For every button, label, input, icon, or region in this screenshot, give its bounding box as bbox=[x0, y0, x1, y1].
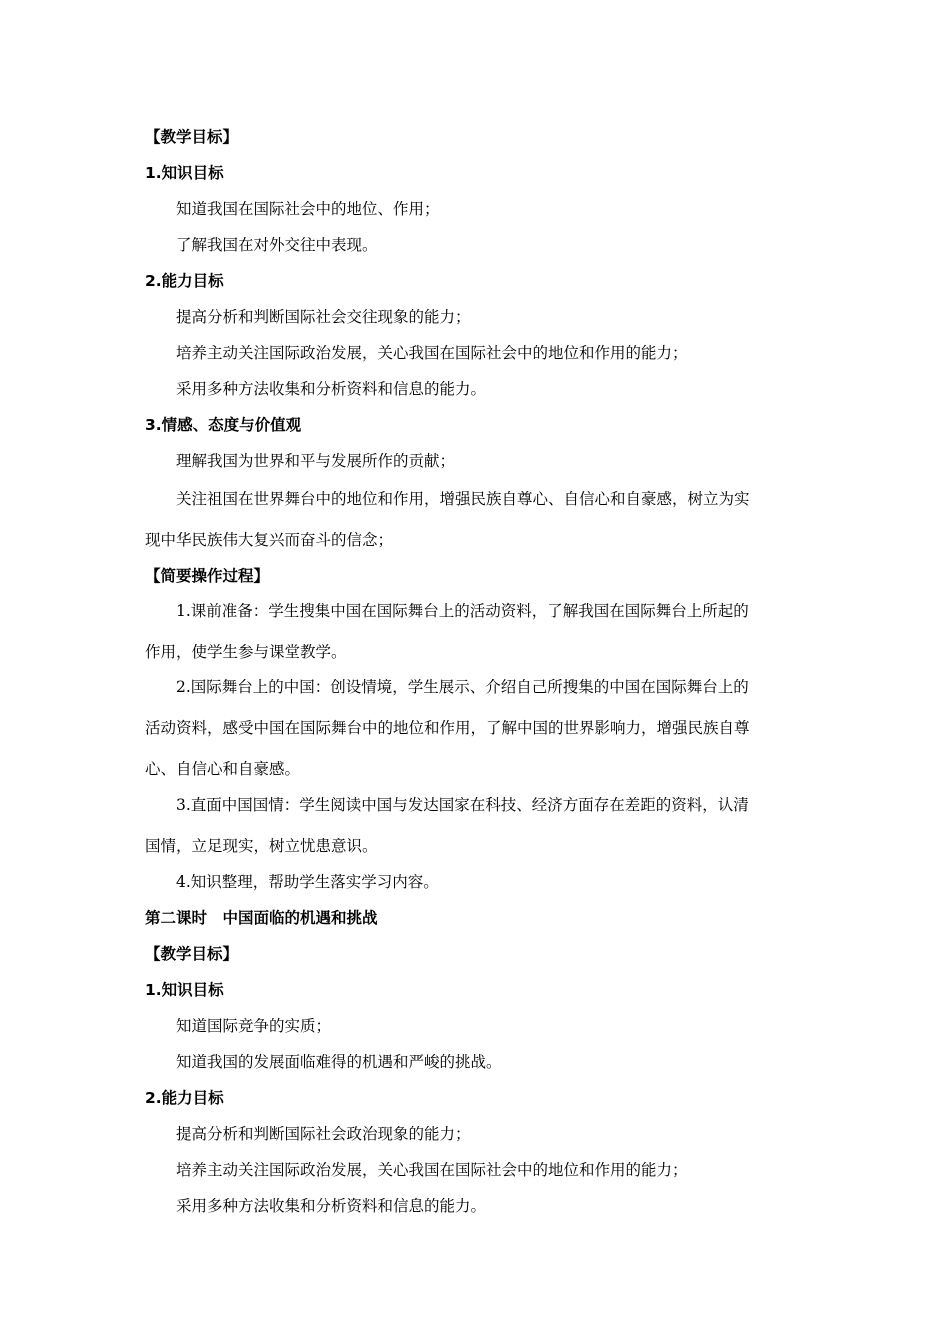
lesson2-knowledge-item: 知道我国的发展面临难得的机遇和严峻的挑战。 bbox=[176, 1053, 502, 1071]
lesson1-ability-item: 采用多种方法收集和分析资料和信息的能力。 bbox=[176, 380, 487, 398]
lesson2-ability-item: 提高分析和判断国际社会政治现象的能力； bbox=[176, 1125, 471, 1143]
lesson1-process-line: 1.课前准备：学生搜集中国在国际舞台上的活动资料，了解我国在国际舞台上所起的 bbox=[176, 602, 749, 620]
lesson1-emotion-heading: 3.情感、态度与价值观 bbox=[145, 416, 302, 434]
lesson2-title: 第二课时 中国面临的机遇和挑战 bbox=[145, 909, 378, 927]
lesson1-process-heading: 【简要操作过程】 bbox=[145, 567, 270, 585]
lesson1-emotion-item: 现中华民族伟大复兴而奋斗的信念； bbox=[145, 531, 394, 549]
lesson1-process-line: 作用，使学生参与课堂教学。 bbox=[145, 643, 347, 661]
lesson1-process-line: 活动资料，感受中国在国际舞台中的地位和作用，了解中国的世界影响力，增强民族自尊 bbox=[145, 719, 750, 737]
lesson2-knowledge-item: 知道国际竞争的实质； bbox=[176, 1017, 332, 1035]
lesson1-process-line: 3.直面中国国情：学生阅读中国与发达国家在科技、经济方面存在差距的资料，认清 bbox=[176, 796, 749, 814]
lesson1-ability-item: 培养主动关注国际政治发展，关心我国在国际社会中的地位和作用的能力； bbox=[176, 344, 688, 362]
lesson1-process-line: 4.知识整理，帮助学生落实学习内容。 bbox=[176, 873, 439, 891]
lesson1-knowledge-item: 了解我国在对外交往中表现。 bbox=[176, 236, 378, 254]
lesson1-process-line: 心、自信心和自豪感。 bbox=[145, 760, 301, 778]
lesson2-ability-item: 培养主动关注国际政治发展，关心我国在国际社会中的地位和作用的能力； bbox=[176, 1161, 688, 1179]
lesson1-ability-item: 提高分析和判断国际社会交往现象的能力； bbox=[176, 308, 471, 326]
lesson1-emotion-item: 关注祖国在世界舞台中的地位和作用，增强民族自尊心、自信心和自豪感，树立为实 bbox=[176, 490, 750, 508]
lesson1-ability-heading: 2.能力目标 bbox=[145, 272, 224, 290]
lesson2-ability-heading: 2.能力目标 bbox=[145, 1089, 224, 1107]
lesson2-knowledge-heading: 1.知识目标 bbox=[145, 981, 224, 999]
lesson1-process-line: 国情，立足现实，树立忧患意识。 bbox=[145, 837, 378, 855]
lesson1-knowledge-heading: 1.知识目标 bbox=[145, 164, 224, 182]
lesson1-emotion-item: 理解我国为世界和平与发展所作的贡献； bbox=[176, 452, 456, 470]
lesson1-knowledge-item: 知道我国在国际社会中的地位、作用； bbox=[176, 200, 440, 218]
lesson2-goals-heading: 【教学目标】 bbox=[145, 945, 239, 963]
lesson1-process-line: 2.国际舞台上的中国：创设情境，学生展示、介绍自己所搜集的中国在国际舞台上的 bbox=[176, 678, 749, 696]
lesson1-goals-heading: 【教学目标】 bbox=[145, 128, 239, 146]
lesson2-ability-item: 采用多种方法收集和分析资料和信息的能力。 bbox=[176, 1197, 487, 1215]
